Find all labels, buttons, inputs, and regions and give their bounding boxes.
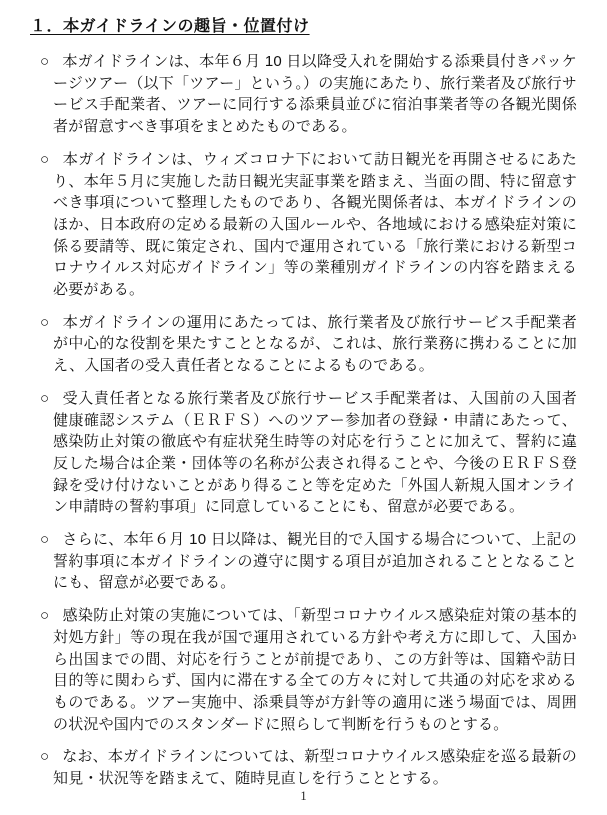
bullet-marker: ○ [40,150,50,168]
guideline-paragraph [40,605,578,735]
bullet-marker: ○ [40,531,50,549]
paragraph-text: 本ガイドラインの運用にあたっては、旅行業者及び旅行サービス手配業者が中心的な役割を果たすこととなるが、これは、旅行業務に携わることに加え、入国者の受入責任者となることによるものである。 [53,313,577,375]
guideline-paragraph [40,312,577,377]
paragraph-list [30,51,577,790]
guideline-paragraph [40,529,578,594]
bullet-marker: ○ [40,607,50,625]
paragraph-text: 本ガイドラインは、本年６月 10 日以降受入れを開始する添乗員付きパッケージツアー（以下「ツアー」という。）の実施にあたり、旅行業者及び旅行サービス手配業者、ツアーに同行する添乗員並びに宿泊事業者等の各観光関係者が留意すべき事項をまとめたものである。 [53,53,578,136]
section-heading: １．本ガイドラインの趣旨・位置付け [30,18,310,35]
paragraph-text: 感染防止対策の実施については、「新型コロナウイルス感染症対策の基本的対処方針」等の現在我が国で運用されている方針や考え方に即して、入国から出国までの間、対応を行うことが前提であり、この方針等は、国籍や訪日目的等に関わらず、国内に滞在する全ての方々に対して共通の対応を求めるものである。ツアー実施中、添乗員等が方針等の適用に迷う場面では、周囲の状況や国内でのスタンダードに照らして判断を行うものとする。 [53,607,578,733]
bullet-marker: ○ [40,313,50,331]
paragraph-text: 本ガイドラインは、ウィズコロナ下において訪日観光を再開させるにあたり、本年５月に実施した訪日観光実証事業を踏まえ、当面の間、特に留意すべき事項について整理したものであり、各観光関係者は、本ガイドラインのほか、日本政府の定める最新の入国ルールや、各地域における感染症対策に係る要請等、既に策定され、国内で運用されている「旅行業における新型コロナウイルス対応ガイドライン」等の業種別ガイドラインの内容を踏まえる必要がある。 [53,150,577,299]
paragraph-text: なお、本ガイドラインについては、新型コロナウイルス感染症を巡る最新の知見・状況等を踏まえて、随時見直しを行うこととする。 [53,748,577,788]
bullet-marker: ○ [40,389,50,407]
guideline-paragraph [40,746,577,789]
bullet-marker: ○ [40,748,50,766]
bullet-marker: ○ [40,53,50,70]
guideline-paragraph [40,388,578,518]
paragraph-text: 受入責任者となる旅行業者及び旅行サービス手配業者は、入国前の入国者健康確認システム（ＥＲＦＳ）へのツアー参加者の登録・申請にあたって、感染防止対策の徹底や有症状発生時等の対応を行うことに加えて、誓約に違反した場合は企業・団体等の名称が公表され得ることや、今後のＥＲＦＳ登録を受け付けないことがあり得ること等を定めた「外国人新規入国オンライン申請時の誓約事項」に同意していることにも、留意が必要である。 [53,389,578,516]
guideline-paragraph [40,51,578,138]
guideline-paragraph [40,149,577,301]
page-number: 1 [300,789,307,803]
paragraph-text: さらに、本年６月 10 日以降は、観光目的で入国する場合について、上記の誓約事項に本ガイドラインの遵守に関する項目が追加されることとなることにも、留意が必要である。 [53,531,578,592]
